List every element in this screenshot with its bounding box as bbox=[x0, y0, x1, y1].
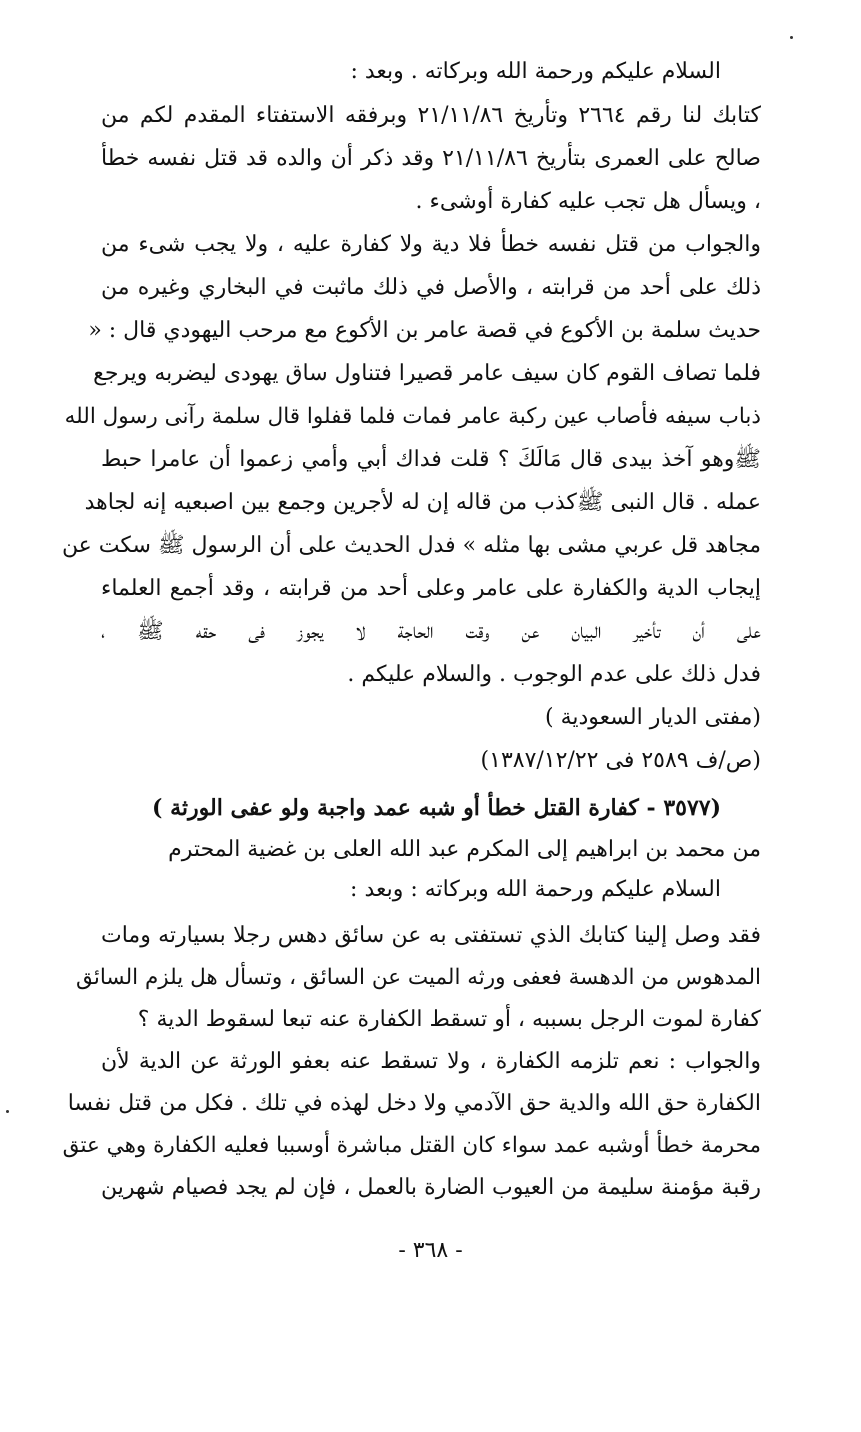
body-line: فدل ذلك على عدم الوجوب . والسلام عليكم . bbox=[347, 662, 761, 687]
body-line: كتابك لنا رقم ٢٦٦٤ وتأريخ ٢١/١١/٨٦ وبرفقه الاستفتاء المقدم لكم من bbox=[101, 103, 761, 128]
signature: (مفتى الديار السعودية ) bbox=[545, 705, 761, 730]
scan-speck bbox=[790, 36, 793, 39]
body-line: رقبة مؤمنة سليمة من العيوب الضارة بالعمل ، فإن لم يجد فصيام شهرين bbox=[101, 1175, 761, 1200]
reference: (ص/ف ٢٥٨٩ فى ١٣٨٧/١٢/٢٢) bbox=[480, 748, 761, 773]
body-line: كفارة لموت الرجل بسببه ، أو تسقط الكفارة عنه تبعا لسقوط الدية ؟ bbox=[137, 1007, 761, 1032]
body-line: ﷺوهو آخذ بيدى قال مَالَكَ ؟ قلت فداك أبي وأمي زعموا أن عامرا حبط bbox=[101, 447, 761, 472]
body-line: فلما تصاف القوم كان سيف عامر قصيرا فتناول ساق يهودى ليضربه ويرجع bbox=[93, 361, 761, 386]
body-line: ذباب سيفه فأصاب عين ركبة عامر فمات فلما قفلوا قال سلمة رآنى رسول الله bbox=[64, 404, 761, 429]
body-line: محرمة خطأ أوشبه عمد سواء كان القتل مباشرة أوسببا فعليه الكفارة وهي عتق bbox=[62, 1133, 761, 1158]
greeting-line: السلام عليكم ورحمة الله وبركاته : وبعد : bbox=[350, 877, 721, 902]
body-line: ، ويسأل هل تجب عليه كفارة أوشىء . bbox=[415, 189, 761, 214]
body-line: والجواب من قتل نفسه خطأ فلا دية ولا كفارة عليه ، ولا يجب شىء من bbox=[101, 232, 761, 257]
page-number: - ٣٦٨ - bbox=[398, 1238, 463, 1263]
body-line: حديث سلمة بن الأكوع في قصة عامر بن الأكوع مع مرحب اليهودي قال : « bbox=[88, 318, 761, 343]
section-heading: (٣٥٧٧ - كفارة القتل خطأ أو شبه عمد واجبة ولو عفى الورثة ) bbox=[152, 795, 721, 821]
body-line: مجاهد قل عربي مشى بها مثله » فدل الحديث على أن الرسول ﷺ سكت عن bbox=[61, 533, 761, 558]
greeting-line: السلام عليكم ورحمة الله وبركاته . وبعد : bbox=[350, 59, 721, 84]
scan-speck bbox=[6, 1110, 9, 1113]
body-line: إيجاب الدية والكفارة على عامر وعلى أحد من قرابته ، وقد أجمع العلماء bbox=[101, 576, 761, 601]
body-line: والجواب : نعم تلزمه الكفارة ، ولا تسقط عنه بعفو الورثة عن الدية لأن bbox=[101, 1049, 761, 1074]
body-line: عمله . قال النبى ﷺكذب من قاله إن له لأجرين وجمع بين اصبعيه إنه لجاهد bbox=[84, 490, 761, 515]
body-line: الكفارة حق الله والدية حق الآدمي ولا دخل لهذه في تلك . فكل من قتل نفسا bbox=[67, 1091, 761, 1116]
body-line: ذلك على أحد من قرابته ، والأصل في ذلك ماثبت في البخاري وغيره من bbox=[101, 275, 761, 300]
body-line: على أن تأخير البيان عن وقت الحاجة لا يجوز فى حقه ﷺ ، bbox=[101, 619, 761, 644]
body-line: صالح على العمرى بتأريخ ٢١/١١/٨٦ وقد ذكر أن والده قد قتل نفسه خطأ bbox=[101, 146, 761, 171]
from-line: من محمد بن ابراهيم إلى المكرم عبد الله العلى بن غضية المحترم bbox=[168, 837, 761, 862]
body-line: المدهوس من الدهسة فعفى ورثه الميت عن السائق ، وتسأل هل يلزم السائق bbox=[75, 965, 761, 990]
body-line: فقد وصل إلينا كتابك الذي تستفتى به عن سائق دهس رجلا بسيارته ومات bbox=[101, 923, 761, 948]
